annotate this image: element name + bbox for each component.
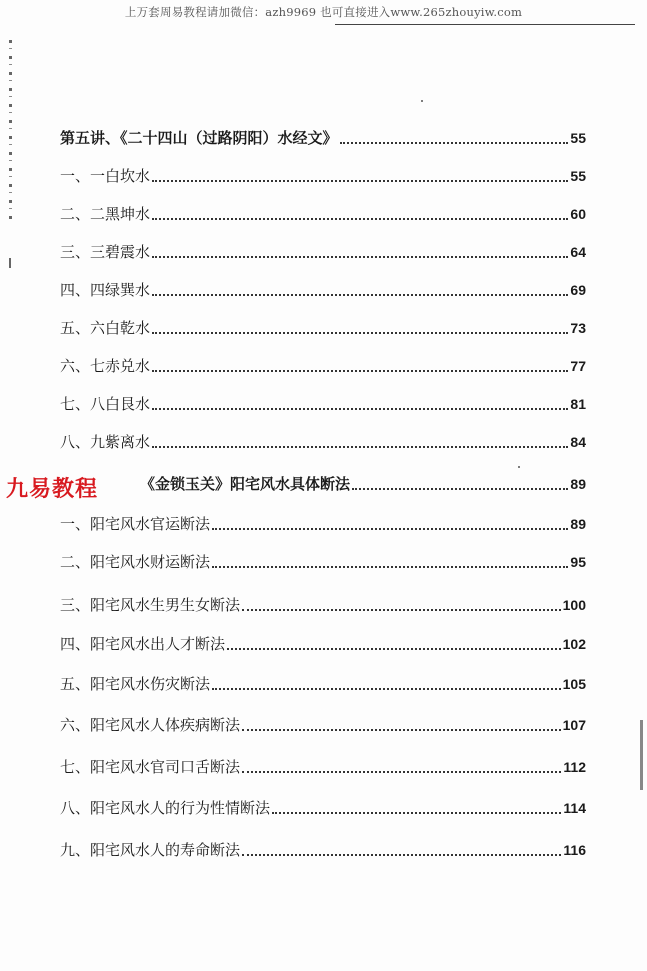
toc-entry-label: 三、三碧震水 (60, 243, 151, 261)
toc-entry (60, 591, 586, 615)
toc-entry-page: 84 (570, 434, 586, 450)
toc-entry-page: 105 (562, 676, 586, 692)
toc-entry-page: 77 (570, 358, 586, 374)
toc-entry-page: 95 (570, 554, 586, 570)
toc-entry-label: 八、九紫离水 (60, 433, 151, 451)
toc-entry-page: 55 (570, 130, 586, 146)
toc-entry-page: 73 (570, 320, 586, 336)
dot-leader (152, 179, 568, 182)
toc-entry (60, 630, 586, 654)
toc-entry-label: 一、一白坎水 (60, 167, 151, 185)
toc-entry-page: 107 (562, 717, 586, 733)
dot-leader (212, 687, 561, 690)
toc-entry (60, 352, 586, 376)
toc-entry-label: 二、二黑坤水 (60, 205, 151, 223)
toc-entry-page: 81 (570, 396, 586, 412)
dot-leader (152, 369, 568, 372)
toc-entry-page: 102 (562, 636, 586, 652)
toc-entry-page: 64 (570, 244, 586, 260)
dot-leader (212, 565, 568, 568)
toc-entry (60, 124, 586, 148)
toc-entry (60, 548, 586, 572)
toc-entry-label: 八、阳宅风水人的行为性情断法 (60, 799, 271, 817)
dot-leader (152, 217, 568, 220)
dot-leader (152, 407, 568, 410)
toc-entry (60, 162, 586, 186)
toc-entry (60, 314, 586, 338)
dot-leader (227, 647, 561, 650)
toc-entry-page: 114 (563, 800, 586, 816)
toc-entry (140, 470, 586, 494)
dot-leader (212, 527, 568, 530)
toc-entry-page: 69 (570, 282, 586, 298)
dot-leader (152, 293, 568, 296)
dot-leader (242, 728, 561, 731)
toc-entry (60, 753, 586, 777)
dot-leader (272, 811, 561, 814)
toc-entry-page: 116 (563, 842, 586, 858)
toc-entry (60, 711, 586, 735)
toc-entry-page: 112 (563, 759, 586, 775)
dot-leader (340, 141, 569, 144)
dot-leader (242, 853, 561, 856)
dot-leader (242, 608, 561, 611)
toc-entry (60, 390, 586, 414)
toc-entry (60, 510, 586, 534)
toc-entry (60, 238, 586, 262)
toc-entry-label: 第五讲、《二十四山（过路阴阳）水经文》 (60, 129, 338, 147)
toc-entry-label: 九、阳宅风水人的寿命断法 (60, 841, 241, 859)
toc-entry-label: 三、阳宅风水生男生女断法 (60, 596, 241, 614)
toc-entry-label: 七、阳宅风水官司口舌断法 (60, 758, 241, 776)
toc-entry-page: 89 (570, 476, 586, 492)
header-watermark-text: 上万套周易教程请加微信：azh9969 也可直接进入www.265zhouyiw.com (124, 5, 523, 19)
toc-entry (60, 276, 586, 300)
dot-leader (152, 255, 568, 258)
toc-entry-page: 60 (570, 206, 586, 222)
toc-entry-label: 六、七赤兑水 (60, 357, 151, 375)
toc-entry-label: 五、六白乾水 (60, 319, 151, 337)
toc-entry-page: 100 (562, 597, 586, 613)
toc-entry-label: 二、阳宅风水财运断法 (60, 553, 211, 571)
toc-entry-page: 89 (570, 516, 586, 532)
toc-entry (60, 794, 586, 818)
toc-entry (60, 200, 586, 224)
toc-entry-page: 55 (570, 168, 586, 184)
toc-entry (60, 428, 586, 452)
toc-entry (60, 670, 586, 694)
toc-entry-label: 《金锁玉关》阳宅风水具体断法 (140, 475, 351, 493)
toc-entry-label: 五、阳宅风水伤灾断法 (60, 675, 211, 693)
toc-entry-label: 七、八白艮水 (60, 395, 151, 413)
brand-watermark: 九易教程 (6, 477, 99, 502)
dot-leader (352, 487, 568, 490)
dot-leader (152, 445, 568, 448)
toc-entry-label: 一、阳宅风水官运断法 (60, 515, 211, 533)
dot-leader (152, 331, 568, 334)
toc-entry (60, 836, 586, 860)
toc-entry-label: 四、四绿巽水 (60, 281, 151, 299)
toc-entry-label: 六、阳宅风水人体疾病断法 (60, 716, 241, 734)
toc-entry-label: 四、阳宅风水出人才断法 (60, 635, 226, 653)
dot-leader (242, 770, 561, 773)
